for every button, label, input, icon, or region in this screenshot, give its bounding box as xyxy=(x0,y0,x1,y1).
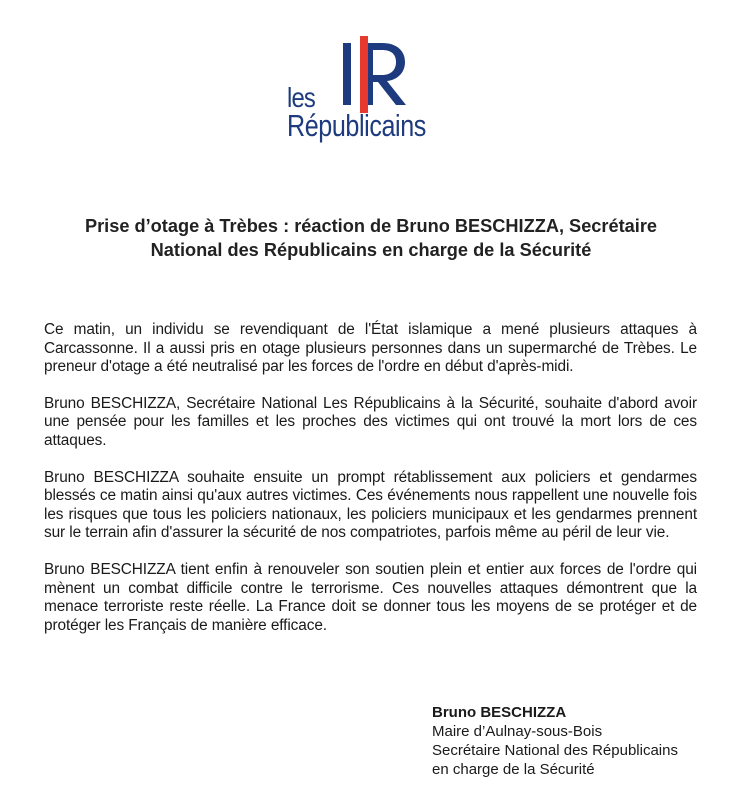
logo-text-les: les xyxy=(287,82,315,113)
logo-red-bar xyxy=(360,36,368,113)
title-line-2: National des Républicains en charge de la Sécurité xyxy=(150,240,592,260)
signature-block xyxy=(432,703,678,779)
signatory-role-security: en charge de la Sécurité xyxy=(432,761,595,778)
press-release-title xyxy=(30,214,712,262)
paragraph-1: Ce matin, un individu se revendiquant de l'État islamique a mené plusieurs attaques à Carcassonne. Il a aussi pris en otage plusieurs personnes dans un supermarché de Trèbes. Le preneur d'otage a été neutralisé par les forces de l'ordre en début d'après-midi. xyxy=(44,321,697,376)
title-line-1: Prise d’otage à Trèbes : réaction de Bruno BESCHIZZA, Secrétaire xyxy=(84,216,658,236)
les-republicains-logo xyxy=(284,36,459,148)
signatory-role-secretary: Secrétaire National des Républicains xyxy=(432,742,678,759)
paragraph-4: Bruno BESCHIZZA tient enfin à renouveler son soutien plein et entier aux forces de l'ordre qui mènent un combat difficile contre le terrorisme. Ces nouvelles attaques démontrent que la menace terroriste reste réelle. La France doit se donner tous les moyens de se protéger et de protéger les Français de manière efficace. xyxy=(44,560,697,634)
logo-i-bar xyxy=(343,43,351,105)
signatory-role-mayor: Maire d’Aulnay-sous-Bois xyxy=(432,723,603,740)
logo-text-republicains: Républicains xyxy=(287,108,426,143)
press-release-body xyxy=(44,321,697,653)
ir-logo-mark-icon xyxy=(342,36,412,114)
logo-r-shape xyxy=(367,43,406,105)
signatory-name: Bruno BESCHIZZA xyxy=(432,704,567,721)
paragraph-3: Bruno BESCHIZZA souhaite ensuite un prompt rétablissement aux policiers et gendarmes blessés ce matin ainsi qu'aux autres victimes. Ces événements nous rappellent une nouvelle fois les risques que tous les policiers nationaux, les policiers municipaux et les gendarmes prennent sur le terrain afin d'assurer la sécurité de nos compatriotes, parfois même au péril de leur vie. xyxy=(44,468,697,542)
paragraph-2: Bruno BESCHIZZA, Secrétaire National Les Républicains à la Sécurité, souhaite d'abord avoir une pensée pour les familles et les proches des victimes qui ont trouvé la mort lors de ces attaques. xyxy=(44,394,697,449)
